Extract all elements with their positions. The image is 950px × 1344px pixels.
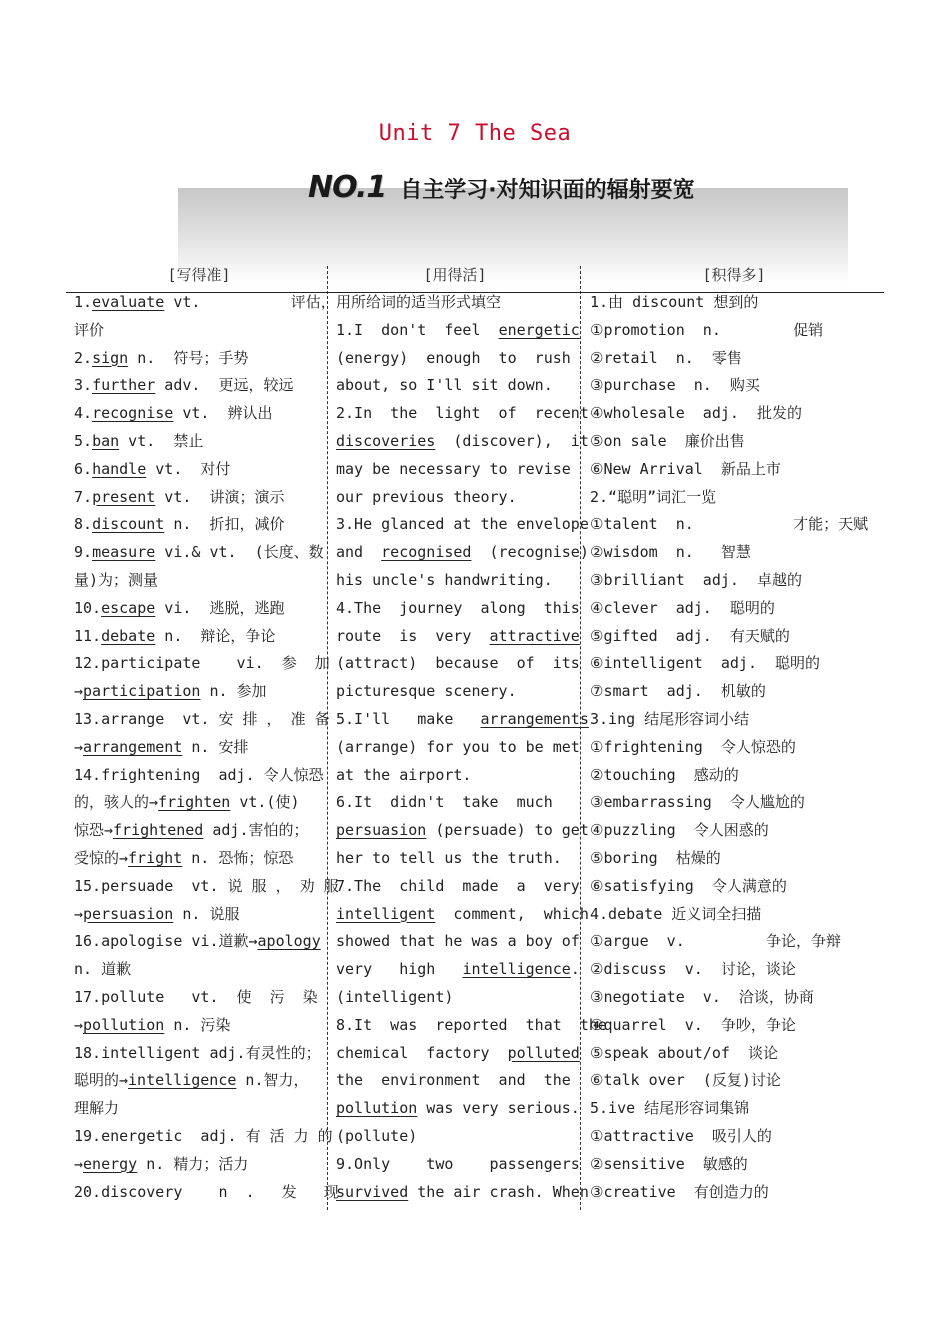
accumulate-line (590, 595, 846, 623)
line-text: ⑥New Arrival 新品上市 (590, 459, 781, 478)
accumulate-line (590, 1067, 846, 1095)
accumulate-line (590, 928, 846, 956)
write-line (74, 845, 320, 873)
write-line (74, 1179, 339, 1207)
line-text: comment, which (435, 904, 589, 923)
write-line (74, 317, 320, 345)
line-text: 2.In the light of recent (336, 404, 589, 423)
use-line (336, 678, 572, 706)
accumulate-line (590, 762, 846, 790)
line-text: 13.arrange vt. 安 排 ， 准 备 (74, 709, 330, 728)
line-text: 2. (74, 348, 93, 367)
line-text: 10. (74, 598, 102, 617)
line-text: n. 符号；手势 (128, 348, 249, 367)
line-text: ②touching 感动的 (590, 765, 739, 784)
line-text: 8. (74, 515, 93, 534)
line-text: (energy) enough to rush (336, 348, 571, 367)
write-line (74, 484, 320, 512)
line-text: 惊恐→ (74, 821, 114, 840)
line-text: 2.“聪明”词汇一览 (590, 487, 717, 506)
write-line (74, 762, 324, 790)
answer-text: handle (92, 459, 147, 478)
line-text: ⑥talk over (反复)讨论 (590, 1071, 781, 1090)
answer-text: escape (101, 598, 156, 617)
accumulate-line (590, 845, 846, 873)
use-line (336, 789, 572, 817)
answer-text: intelligence (128, 1071, 237, 1090)
write-line (74, 901, 320, 929)
line-text: ②retail n. 零售 (590, 348, 742, 367)
answer-text: evaluate (92, 293, 165, 311)
write-line (74, 623, 320, 651)
accumulate-line (590, 1179, 846, 1207)
line-text: (discover), it (435, 431, 589, 450)
use-line (336, 595, 580, 623)
line-text: vt.(使) (230, 793, 300, 812)
answer-text: apology (257, 932, 321, 951)
line-text: ⑥satisfying 令人满意的 (590, 876, 787, 895)
accumulate-line (590, 567, 846, 595)
line-text: ②wisdom n. 智慧 (590, 543, 751, 562)
write-line (74, 1123, 333, 1151)
line-text: 1. (74, 293, 93, 311)
line-text: her to tell us the truth. (336, 848, 562, 867)
unit-title: Unit 7 The Sea (378, 121, 572, 146)
write-line (74, 1151, 320, 1179)
answer-text: pollution (336, 1099, 418, 1118)
line-text: (pollute) (336, 1126, 418, 1145)
write-line (74, 817, 320, 845)
line-text: ③purchase n. 购买 (590, 376, 760, 395)
line-text: ⑤on sale 廉价出售 (590, 431, 745, 450)
write-line (74, 595, 320, 623)
line-text: and (336, 543, 382, 562)
line-text: 9. (74, 543, 93, 562)
line-text: → (74, 1015, 84, 1034)
answer-text: sign (92, 348, 129, 367)
use-line (336, 901, 589, 929)
answer-text: discoveries (336, 431, 436, 450)
answer-text: energy (83, 1154, 138, 1173)
use-line (336, 1179, 589, 1207)
line-text: 量)为；测量 (74, 570, 159, 589)
column-header-write: [写得准] (167, 266, 231, 284)
line-text: ①frightening 令人惊恐的 (590, 737, 796, 756)
write-line (74, 372, 320, 400)
line-text: chemical factory (336, 1043, 508, 1062)
write-line (74, 650, 330, 678)
use-line (336, 1067, 572, 1095)
use-line (336, 928, 580, 956)
use-line (336, 345, 572, 373)
accumulate-line (590, 1123, 846, 1151)
line-text: n. 恐怖；惊恐 (182, 848, 294, 867)
line-text: was very serious. (417, 1099, 580, 1118)
line-text: ③embarrassing 令人尴尬的 (590, 793, 805, 812)
line-text: ⑤speak about/of 谈论 (590, 1043, 778, 1062)
line-text: ④wholesale adj. 批发的 (590, 404, 802, 423)
use-line (336, 1095, 580, 1123)
line-text: at the airport. (336, 765, 472, 784)
answer-text: participation (83, 682, 201, 701)
line-text: 16.apologise vi.道歉→ (74, 932, 258, 951)
line-text: showed that he was a boy of (336, 932, 580, 951)
line-text: ④puzzling 令人困惑的 (590, 821, 769, 840)
line-text: ②sensitive 敏感的 (590, 1154, 748, 1173)
write-line (74, 289, 336, 317)
line-text: (arrange) for you to be met (336, 737, 580, 756)
use-line (336, 372, 572, 400)
line-text: (attract) because of its (336, 654, 580, 673)
line-text: his uncle's handwriting. (336, 570, 553, 589)
use-line (336, 845, 572, 873)
line-text: → (74, 1154, 84, 1173)
answer-text: debate (101, 626, 156, 645)
line-text: 受惊的→ (74, 848, 129, 867)
accumulate-line (590, 428, 846, 456)
write-line (74, 789, 320, 817)
line-text: ③creative 有创造力的 (590, 1182, 769, 1201)
line-text: 7. (74, 487, 93, 506)
accumulate-line (590, 956, 846, 984)
column-header-use: [用得活] (423, 266, 487, 284)
accumulate-line (590, 734, 846, 762)
answer-text: intelligence (462, 960, 571, 979)
write-line (74, 345, 320, 373)
use-line (336, 1123, 572, 1151)
line-text: vt. 禁止 (119, 431, 204, 450)
line-text: may be necessary to revise (336, 459, 571, 478)
line-text: vt. 辨认出 (173, 404, 273, 423)
write-line (74, 539, 324, 567)
use-line (336, 762, 572, 790)
line-text: vt. 讲演；演示 (155, 487, 285, 506)
use-line (336, 650, 580, 678)
line-text: 3. (74, 376, 93, 395)
write-line (74, 706, 330, 734)
line-text: ③brilliant adj. 卓越的 (590, 570, 802, 589)
answer-text: survived (336, 1182, 409, 1201)
line-text: . (570, 960, 580, 979)
column-header-accumulate: [积得多] (702, 266, 766, 284)
column-divider-1 (327, 266, 328, 1210)
line-text: 3.ing 结尾形容词小结 (590, 709, 750, 728)
line-text: ①attractive 吸引人的 (590, 1126, 772, 1145)
line-text: 12.participate vi. 参 加 (74, 654, 330, 673)
line-text: adj.害怕的； (203, 821, 309, 840)
line-text: vt. 评估， (164, 293, 336, 311)
answer-text: pollution (83, 1015, 165, 1034)
line-text: 6.It didn't take much (336, 793, 553, 812)
answer-text: arrangement (83, 737, 183, 756)
use-line (336, 317, 580, 345)
line-text: → (74, 904, 84, 923)
use-line (336, 484, 572, 512)
use-line (336, 984, 572, 1012)
accumulate-line (590, 623, 846, 651)
line-text: 5.I'll make (336, 709, 481, 728)
accumulate-line (590, 456, 846, 484)
line-text: ③negotiate v. 洽谈，协商 (590, 987, 814, 1006)
accumulate-line (590, 901, 846, 929)
answer-text: frighten (158, 793, 231, 812)
line-text: n. 道歉 (74, 960, 132, 979)
column-use (336, 289, 607, 1206)
line-text: ④clever adj. 聪明的 (590, 598, 775, 617)
column-write (74, 289, 339, 1206)
line-text: n. 安排 (182, 737, 249, 756)
write-line (74, 956, 320, 984)
line-text: 15.persuade vt. 说 服 ， 劝 服 (74, 876, 339, 895)
accumulate-line (590, 289, 846, 317)
answer-text: measure (92, 543, 156, 562)
line-text: 1.由 discount 想到的 (590, 293, 759, 311)
accumulate-line (590, 650, 846, 678)
line-text: ④quarrel v. 争吵，争论 (590, 1015, 796, 1034)
line-text: 评价 (74, 320, 105, 339)
answer-text: present (92, 487, 156, 506)
write-line (74, 456, 320, 484)
line-text: 3.He glanced at the envelope (336, 515, 589, 534)
line-text: 1.I don't feel (336, 320, 499, 339)
write-line (74, 873, 339, 901)
line-text: 的，骇人的→ (74, 793, 159, 812)
write-line (74, 428, 320, 456)
line-text: picturesque scenery. (336, 682, 517, 701)
section-number: NO.1 (308, 170, 387, 205)
line-text: 9.Only two passengers (336, 1154, 580, 1173)
line-text: ⑦smart adj. 机敏的 (590, 682, 766, 701)
line-text: very high (336, 960, 463, 979)
line-text: (intelligent) (336, 987, 454, 1006)
write-line (74, 1012, 320, 1040)
line-text: 用所给词的适当形式填空 (336, 293, 502, 311)
use-line (336, 456, 572, 484)
use-line (336, 400, 589, 428)
use-line (336, 1040, 580, 1068)
line-text: 20.discovery n . 发 现 (74, 1182, 339, 1201)
use-line (336, 1151, 580, 1179)
write-line (74, 984, 320, 1012)
write-line (74, 567, 320, 595)
line-text: → (74, 737, 84, 756)
line-text: n. 辩论，争论 (155, 626, 276, 645)
line-text: 11. (74, 626, 102, 645)
use-line (336, 539, 589, 567)
line-text: 19.energetic adj. 有 活 力 的 (74, 1126, 333, 1145)
line-text: ②discuss v. 讨论，谈论 (590, 960, 796, 979)
line-text: ⑥intelligent adj. 聪明的 (590, 654, 821, 673)
write-line (74, 678, 320, 706)
use-line (336, 706, 589, 734)
write-line (74, 400, 320, 428)
line-text: route is very (336, 626, 490, 645)
answer-text: recognise (92, 404, 174, 423)
use-line (336, 567, 572, 595)
line-text: 理解力 (74, 1099, 120, 1118)
answer-text: attractive (489, 626, 580, 645)
column-accumulate (590, 289, 869, 1206)
use-line (336, 1012, 607, 1040)
write-line (74, 1067, 320, 1095)
write-line (74, 511, 320, 539)
line-text: ①promotion n. 促销 (590, 320, 824, 339)
line-text: n. 污染 (164, 1015, 231, 1034)
write-line (74, 734, 320, 762)
answer-text: persuasion (336, 821, 427, 840)
line-text: 聪明的→ (74, 1071, 129, 1090)
accumulate-line (590, 511, 869, 539)
use-line (336, 873, 580, 901)
answer-text: arrangements (480, 709, 589, 728)
write-line (74, 1095, 320, 1123)
accumulate-line (590, 1095, 846, 1123)
line-text: vi.& vt. (长度、数 (155, 543, 324, 562)
line-text: (recognise) (471, 543, 589, 562)
use-line (336, 623, 580, 651)
accumulate-line (590, 484, 846, 512)
answer-text: fright (128, 848, 183, 867)
answer-text: persuasion (83, 904, 174, 923)
line-text: 4. (74, 404, 93, 423)
line-text: 5. (74, 431, 93, 450)
line-text: vt. 对付 (146, 459, 231, 478)
line-text: 14.frightening adj. 令人惊恐 (74, 765, 324, 784)
use-line (336, 956, 580, 984)
accumulate-line (590, 400, 846, 428)
answer-text: energetic (498, 320, 580, 339)
line-text: 7.The child made a very (336, 876, 580, 895)
line-text: adv. 更远，较远 (155, 376, 294, 395)
accumulate-line (590, 539, 846, 567)
write-line (74, 928, 320, 956)
accumulate-line (590, 1151, 846, 1179)
line-text: 17.pollute vt. 使 污 染 (74, 987, 318, 1006)
answer-text: recognised (381, 543, 472, 562)
use-line (336, 734, 580, 762)
line-text: n. 折扣，减价 (164, 515, 285, 534)
write-line (74, 1040, 320, 1068)
use-line (336, 817, 589, 845)
answer-text: polluted (507, 1043, 580, 1062)
accumulate-line (590, 789, 846, 817)
line-text: ⑤boring 枯燥的 (590, 848, 721, 867)
accumulate-line (590, 1040, 846, 1068)
accumulate-line (590, 873, 846, 901)
accumulate-line (590, 817, 846, 845)
use-line (336, 511, 589, 539)
accumulate-line (590, 1012, 846, 1040)
line-text: → (74, 682, 84, 701)
section-title: 自主学习·对知识面的辐射要宽 (400, 178, 695, 203)
line-text: 18.intelligent adj.有灵性的； (74, 1043, 321, 1062)
accumulate-line (590, 678, 846, 706)
line-text: 4.The journey along this (336, 598, 580, 617)
line-text: n. 精力；活力 (137, 1154, 249, 1173)
line-text: ①argue v. 争论，争辩 (590, 932, 842, 951)
line-text: ①talent n. 才能；天赋 (590, 515, 869, 534)
line-text: about, so I'll sit down. (336, 376, 553, 395)
accumulate-line (590, 706, 846, 734)
line-text: n. 说服 (173, 904, 240, 923)
line-text: 5.ive 结尾形容词集锦 (590, 1099, 750, 1118)
answer-text: intelligent (336, 904, 436, 923)
line-text: ⑤gifted adj. 有天赋的 (590, 626, 790, 645)
accumulate-line (590, 345, 846, 373)
line-text: 6. (74, 459, 93, 478)
section-heading (308, 170, 695, 210)
answer-text: discount (92, 515, 165, 534)
answer-text: further (92, 376, 156, 395)
answer-text: ban (92, 431, 120, 450)
line-text: 4.debate 近义词全扫描 (590, 904, 762, 923)
line-text: vi. 逃脱，逃跑 (155, 598, 285, 617)
accumulate-line (590, 984, 846, 1012)
accumulate-line (590, 317, 846, 345)
line-text: n.智力， (236, 1071, 309, 1090)
answer-text: frightened (113, 821, 204, 840)
line-text: our previous theory. (336, 487, 517, 506)
line-text: (persuade) to get (426, 821, 589, 840)
line-text: n. 参加 (200, 682, 267, 701)
line-text: the environment and the (336, 1071, 571, 1090)
line-text: the air crash. When (408, 1182, 589, 1201)
line-text: 8.It was reported that the (336, 1015, 607, 1034)
use-line (336, 428, 589, 456)
use-line (336, 289, 572, 317)
accumulate-line (590, 372, 846, 400)
